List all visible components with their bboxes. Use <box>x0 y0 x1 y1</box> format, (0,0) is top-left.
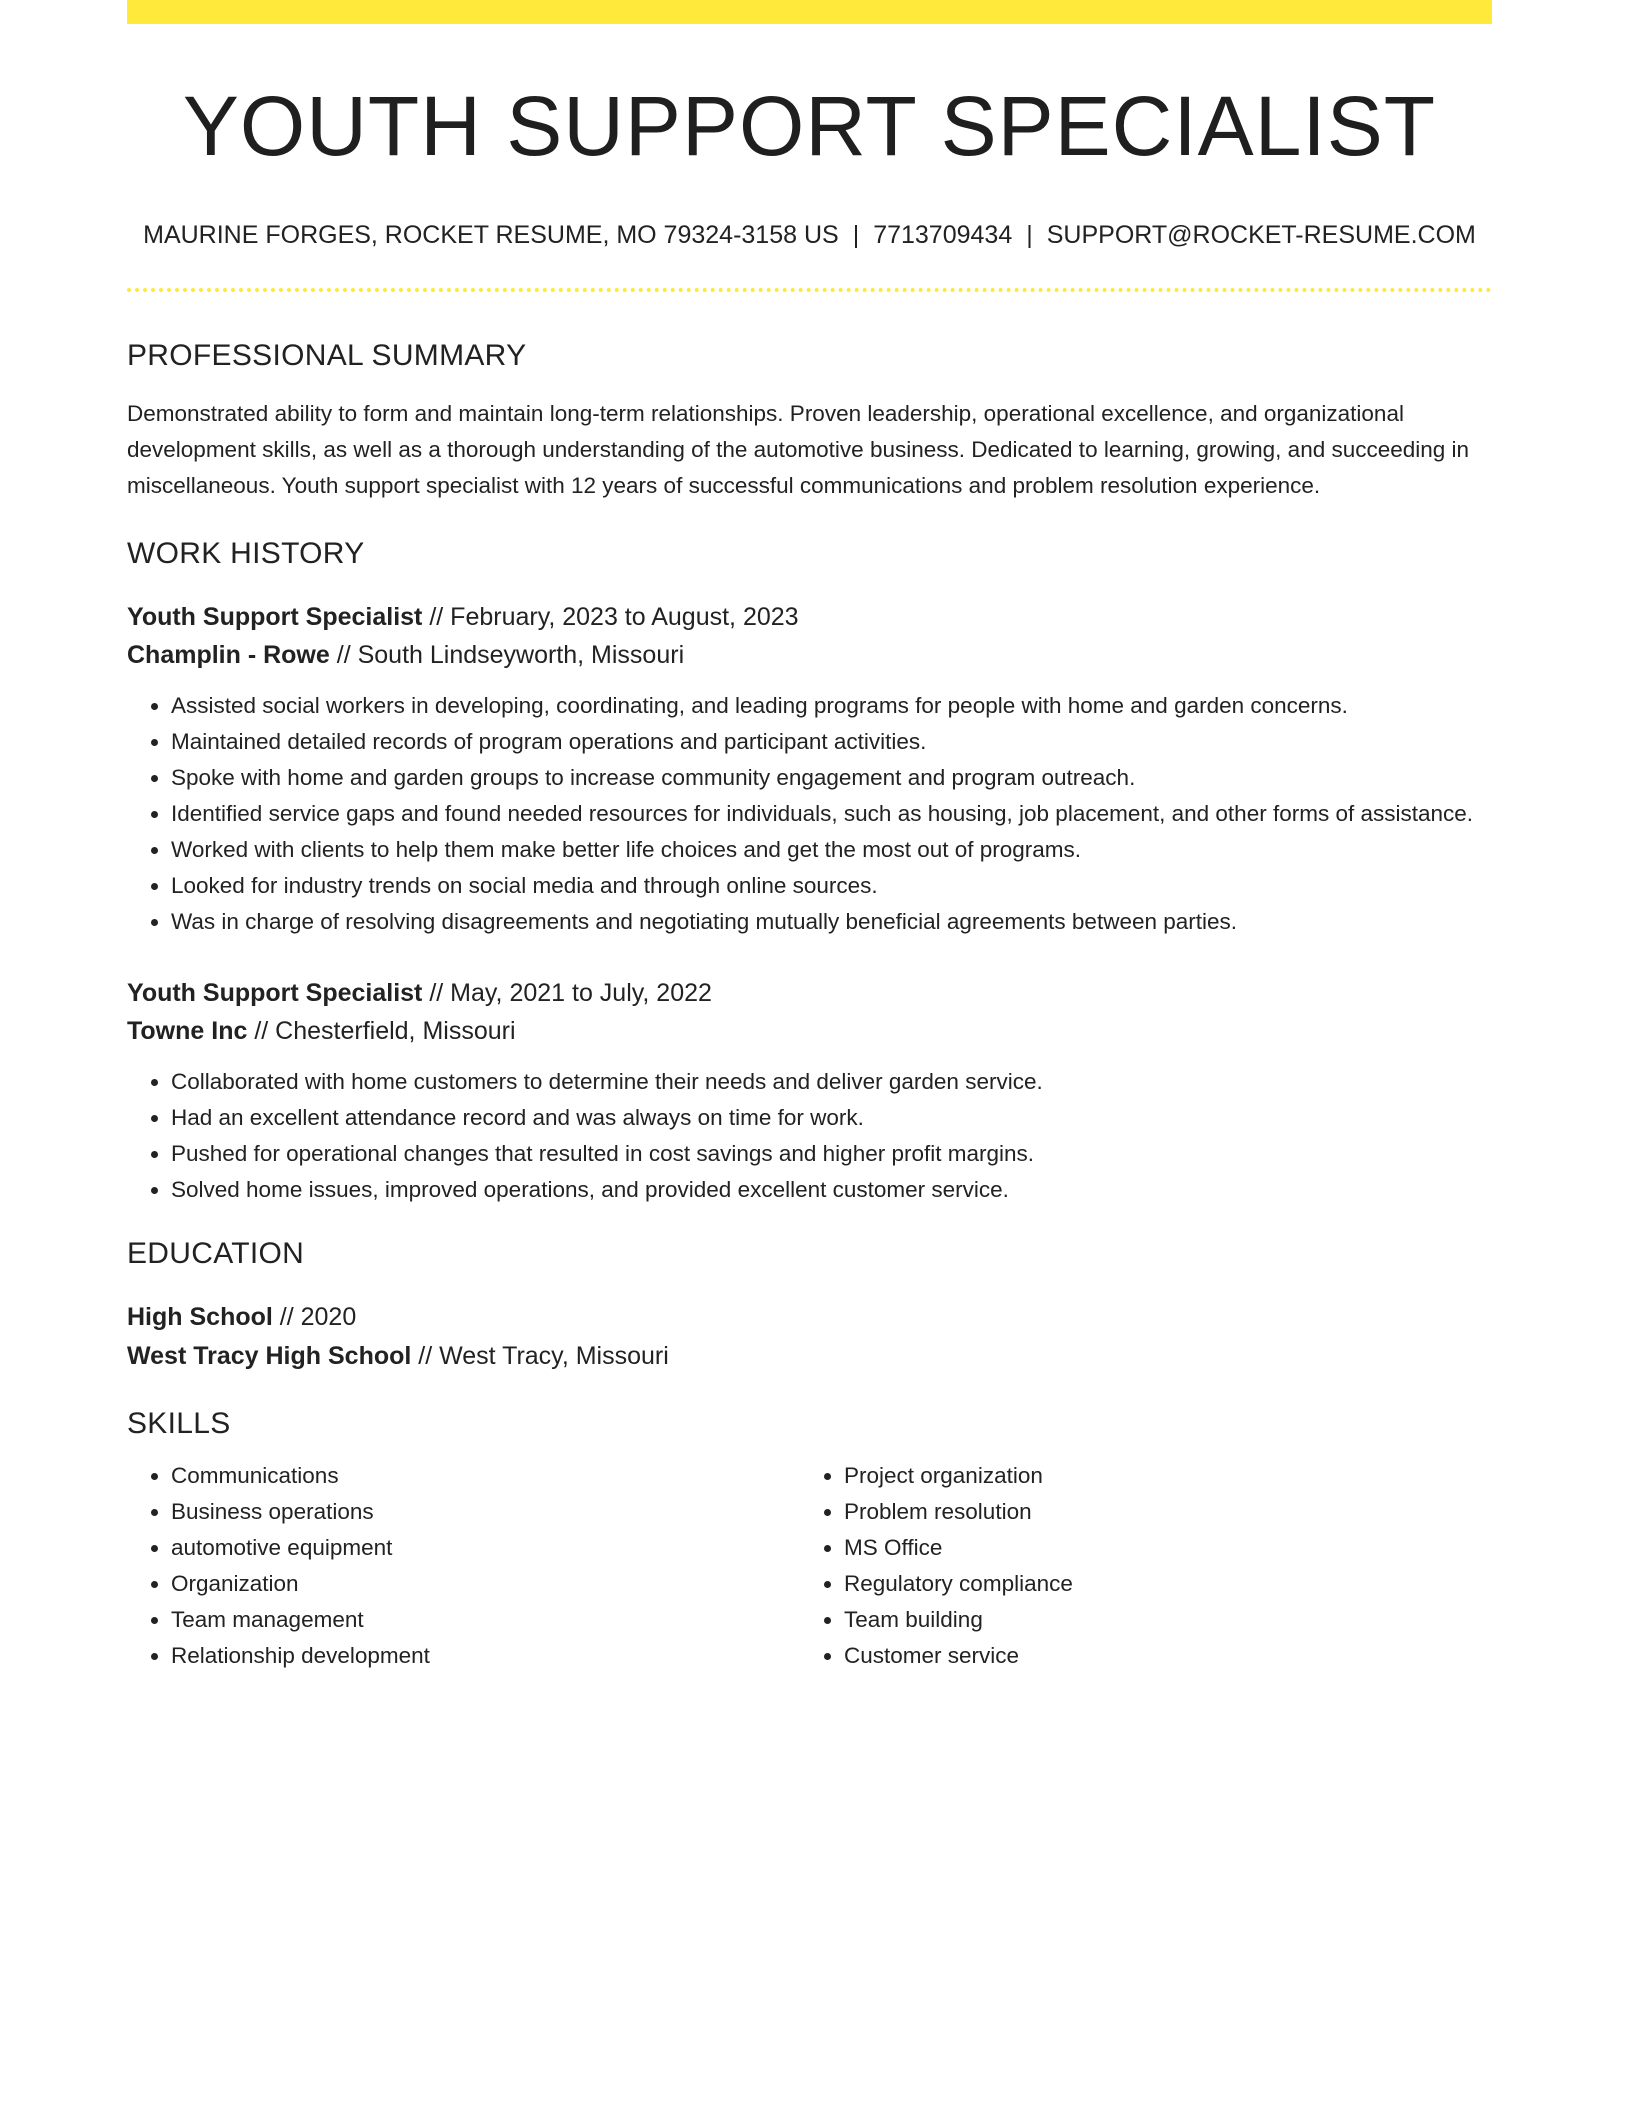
education-school-line <box>127 1337 1492 1376</box>
skills-column-right <box>799 1458 1472 1674</box>
list-item: • Had an excellent attendance record and was always on time for work. <box>171 1100 1492 1136</box>
job-company: Champlin - Rowe <box>127 641 330 669</box>
job-title-line <box>127 598 1492 636</box>
job-title: Youth Support Specialist <box>127 979 423 1007</box>
job-bullets <box>127 688 1492 940</box>
contact-separator: | <box>852 221 860 249</box>
list-item: • Maintained detailed records of program operations and participant activities. <box>171 724 1492 760</box>
skill-item: • automotive equipment <box>171 1530 799 1566</box>
skill-item: • Relationship development <box>171 1638 799 1674</box>
job-company-line <box>127 636 1492 674</box>
skill-item: • Problem resolution <box>844 1494 1472 1530</box>
list-item: • Solved home issues, improved operations, and provided excellent customer service. <box>171 1172 1492 1208</box>
education-school: West Tracy High School <box>127 1342 412 1370</box>
skill-item: • Team building <box>844 1602 1472 1638</box>
summary-heading: PROFESSIONAL SUMMARY <box>127 339 527 372</box>
skills-list <box>127 1458 1492 1674</box>
job-company: Towne Inc <box>127 1017 248 1045</box>
job-dates: // May, 2021 to July, 2022 <box>422 979 712 1007</box>
list-item: • Identified service gaps and found needed resources for individuals, such as housing, job placement, and other forms of assistance. <box>171 796 1492 832</box>
skill-item: • Communications <box>171 1458 799 1494</box>
skill-item: • Customer service <box>844 1638 1472 1674</box>
list-item: • Worked with clients to help them make better life choices and get the most out of programs. <box>171 832 1492 868</box>
list-item: • Collaborated with home customers to determine their needs and deliver garden service. <box>171 1064 1492 1100</box>
skill-item: • MS Office <box>844 1530 1472 1566</box>
job-entry <box>127 974 1492 1208</box>
skill-item: • Project organization <box>844 1458 1472 1494</box>
job-title: Youth Support Specialist <box>127 603 423 631</box>
work-history-heading: WORK HISTORY <box>127 537 365 570</box>
list-item: • Spoke with home and garden groups to increase community engagement and program outreach. <box>171 760 1492 796</box>
list-item: • Looked for industry trends on social media and through online sources. <box>171 868 1492 904</box>
job-bullets <box>127 1064 1492 1208</box>
skill-item: • Team management <box>171 1602 799 1638</box>
contact-line <box>127 220 1492 250</box>
contact-address: MAURINE FORGES, ROCKET RESUME, MO 79324-3158 US <box>143 221 839 249</box>
list-item: • Pushed for operational changes that resulted in cost savings and higher profit margins. <box>171 1136 1492 1172</box>
accent-bar <box>127 0 1492 24</box>
skill-item: • Organization <box>171 1566 799 1602</box>
education-year: // 2020 <box>272 1303 357 1331</box>
skills-column-left <box>127 1458 799 1674</box>
skills-heading: SKILLS <box>127 1407 231 1440</box>
resume-page <box>127 0 1492 1674</box>
education-degree: High School <box>127 1303 273 1331</box>
education-location: // West Tracy, Missouri <box>411 1342 669 1370</box>
dotted-divider <box>127 288 1492 292</box>
education-entry <box>127 1298 1492 1376</box>
job-entry <box>127 598 1492 940</box>
education-degree-line <box>127 1298 1492 1337</box>
skill-item: • Regulatory compliance <box>844 1566 1472 1602</box>
job-title-line <box>127 974 1492 1012</box>
resume-title: YOUTH SUPPORT SPECIALIST <box>182 79 1437 173</box>
contact-email: SUPPORT@ROCKET-RESUME.COM <box>1046 221 1476 249</box>
skill-item: • Business operations <box>171 1494 799 1530</box>
summary-text: Demonstrated ability to form and maintain long-term relationships. Proven leadership, operational excellence, and organizational development skills, as well as a thorough understanding of the automotive business. Dedicated to learning, growing, and succeeding in miscellaneous. Youth support specialist with 12 years of successful communications and problem resolution experience. <box>127 401 1470 498</box>
education-heading: EDUCATION <box>127 1237 305 1270</box>
job-dates: // February, 2023 to August, 2023 <box>422 603 799 631</box>
job-location: // South Lindseyworth, Missouri <box>329 641 685 669</box>
job-location: // Chesterfield, Missouri <box>247 1017 516 1045</box>
list-item: • Was in charge of resolving disagreements and negotiating mutually beneficial agreements between parties. <box>171 904 1492 940</box>
contact-phone: 7713709434 <box>873 221 1013 249</box>
contact-separator: | <box>1026 221 1033 249</box>
job-company-line <box>127 1012 1492 1050</box>
list-item: • Assisted social workers in developing, coordinating, and leading programs for people with home and garden concerns. <box>171 688 1492 724</box>
